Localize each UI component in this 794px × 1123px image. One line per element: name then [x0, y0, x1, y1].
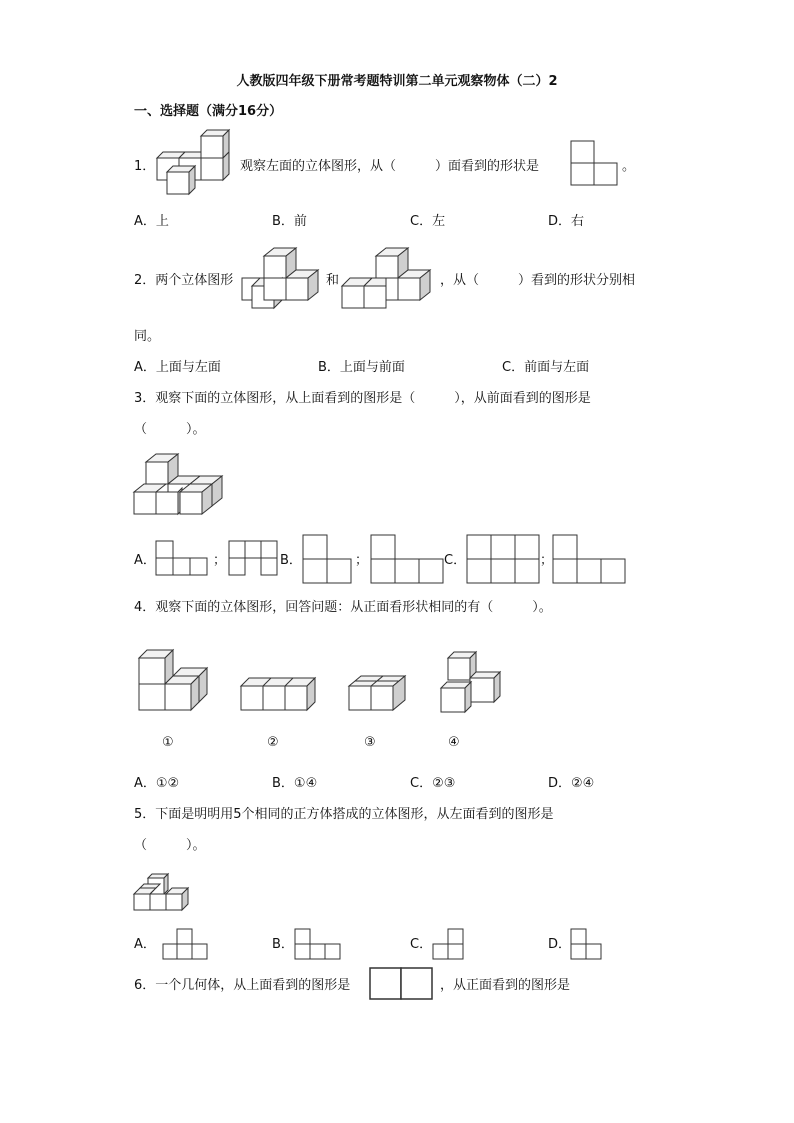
q4-figure-3	[348, 674, 410, 714]
q4-figure-label-2: ②	[267, 735, 279, 750]
q5-label-c[interactable]: C．	[410, 937, 433, 952]
q4-figure-label-4: ④	[448, 735, 460, 750]
q2-stem-cont: 同。	[134, 329, 161, 344]
q4-stem: 4．观察下面的立体图形，回答问题：从正面看形状相同的有（ ）。	[134, 600, 552, 615]
q5-option-c-shape	[432, 928, 466, 960]
q3-label-b[interactable]: B．	[280, 553, 302, 568]
q2-stem-start: 2．两个立体图形	[134, 273, 234, 288]
q1-option-a[interactable]: A．上	[134, 214, 169, 229]
q3-option-a-shape-2	[228, 540, 280, 576]
q4-figure-2	[240, 676, 320, 714]
q4-figure-1	[138, 648, 210, 714]
q1-solid-figure	[154, 130, 240, 198]
q1-option-b[interactable]: B．前	[272, 214, 307, 229]
q2-stem-end: ，从（ ）看到的形状分别相	[440, 273, 636, 288]
q6-top-view-shape	[369, 967, 435, 1001]
q5-option-b-shape	[294, 928, 342, 960]
q3-option-b-shape-1	[302, 534, 352, 584]
page-title: 人教版四年级下册常考题特训第二单元观察物体（二）2	[236, 74, 558, 89]
q1-option-c[interactable]: C．左	[410, 214, 446, 229]
q4-option-b[interactable]: B．①④	[272, 776, 318, 791]
q1-number: 1．	[134, 159, 156, 174]
q1-stem-end: 。	[622, 159, 636, 174]
q3-option-a-shape-1	[155, 540, 209, 576]
q1-view-shape	[570, 140, 620, 186]
q3-separator-3: ；	[540, 553, 554, 568]
q3-stem: 3．观察下面的立体图形，从上面看到的图形是（ ），从前面看到的图形是	[134, 391, 591, 406]
q2-option-b[interactable]: B．上面与前面	[318, 360, 405, 375]
q5-stem: 5．下面是明明用5个相同的正方体搭成的立体图形，从左面看到的图形是	[134, 807, 554, 822]
q3-option-b-shape-2	[370, 534, 444, 584]
q2-option-a[interactable]: A．上面与左面	[134, 360, 221, 375]
q3-stem-cont: （ ）。	[134, 422, 206, 437]
q1-option-d[interactable]: D．右	[548, 214, 585, 229]
q3-separator-2: ；	[355, 553, 369, 568]
q4-option-d[interactable]: D．②④	[548, 776, 595, 791]
q3-option-c-shape-2	[552, 534, 626, 584]
q5-solid-figure	[132, 872, 192, 914]
q4-option-c[interactable]: C．②③	[410, 776, 456, 791]
q5-option-d-shape	[570, 928, 604, 960]
q2-solid-figure-1	[238, 246, 324, 312]
q4-option-a[interactable]: A．①②	[134, 776, 180, 791]
section-heading: 一、选择题（满分16分）	[134, 104, 283, 119]
q6-stem-cont: ，从正面看到的图形是	[440, 978, 571, 993]
q3-solid-figure	[132, 454, 232, 518]
q4-figure-label-3: ③	[364, 735, 376, 750]
q3-label-c[interactable]: C．	[444, 553, 467, 568]
q4-figure-4	[440, 650, 502, 714]
q5-label-a[interactable]: A．	[134, 937, 156, 952]
q5-label-b[interactable]: B．	[272, 937, 294, 952]
q5-label-d[interactable]: D．	[548, 937, 572, 952]
q1-stem: 观察左面的立体图形，从（ ）面看到的形状是	[240, 159, 540, 174]
q3-option-c-shape-1	[466, 534, 540, 584]
q2-solid-figure-2	[340, 246, 436, 312]
q5-option-a-shape	[162, 928, 210, 960]
q4-figure-label-1: ①	[162, 735, 174, 750]
q6-stem: 6．一个几何体，从上面看到的图形是	[134, 978, 351, 993]
q2-option-c[interactable]: C．前面与左面	[502, 360, 590, 375]
q5-stem-cont: （ ）。	[134, 838, 206, 853]
q2-stem-and: 和	[326, 273, 340, 288]
q3-separator-1: ；	[213, 553, 227, 568]
q3-label-a[interactable]: A．	[134, 553, 156, 568]
